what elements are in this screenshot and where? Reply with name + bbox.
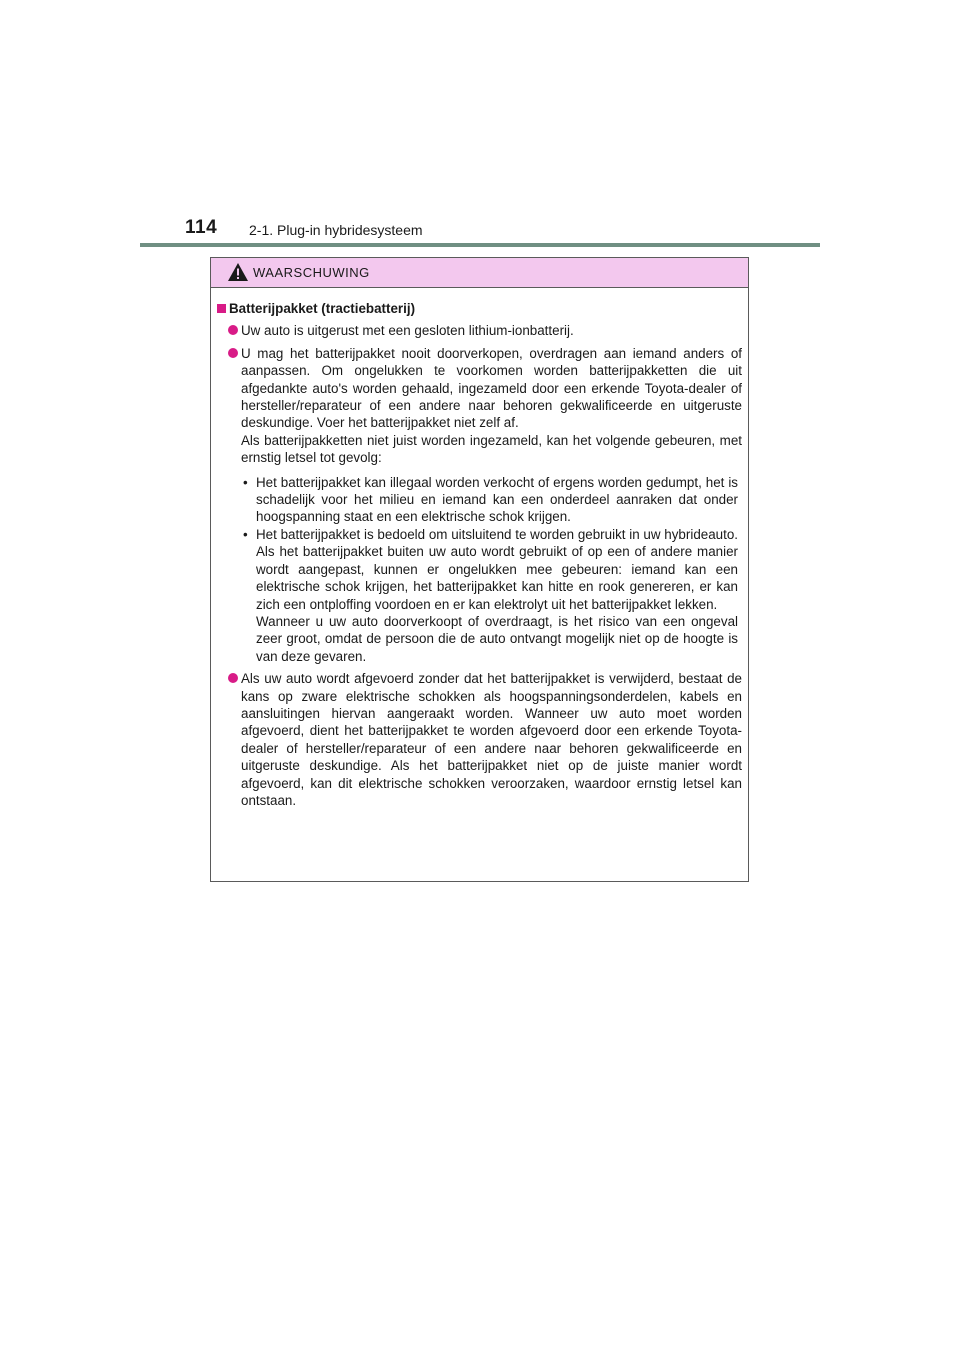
sub-list bbox=[241, 474, 742, 665]
warning-header bbox=[211, 258, 748, 288]
warning-title: WAARSCHUWING bbox=[253, 265, 370, 280]
list-item bbox=[216, 670, 742, 809]
header-rule bbox=[140, 243, 820, 247]
item-text: Als batterijpakketten niet juist worden ingezameld, kan het volgende gebeuren, met ernstig letsel tot gevolg: bbox=[241, 432, 742, 466]
page-number: 114 bbox=[185, 217, 218, 238]
warning-triangle-icon bbox=[227, 262, 249, 282]
list-item bbox=[216, 322, 742, 339]
sub-item-text: Het batterijpakket is bedoeld om uitsluitend te worden gebruikt in uw hybrideauto. Als het batterijpakket buiten uw auto wordt gebruikt of op een of andere manier wordt aangepast, kunnen er ongelukken mee gebeuren: iemand kan een elektrische schok krijgen, het batterijpakket kan hitte en rook genereren, er kan zich een ontploffing voordoen en er kan elektrolyt uit het batterijpakket lekken. bbox=[256, 526, 738, 612]
warning-box bbox=[210, 257, 749, 882]
sub-item-text: Wanneer u uw auto doorverkoopt of overdraagt, is het risico van een ongeval zeer groot, omdat de persoon die de auto ontvangt mogelijk niet op de hoogte is van deze gevaren. bbox=[256, 613, 738, 664]
list-item bbox=[216, 345, 742, 665]
dot-bullet-icon: • bbox=[243, 526, 248, 542]
item-text: U mag het batterijpakket nooit doorverkopen, overdragen aan iemand anders of aanpassen. Om ongelukken te voorkomen worden batterijpakketten die uit afgedankte auto's worden gehaald, ingezameld door een erkende Toyota-dealer of hersteller/reparateur of een andere naar behoren gekwalificeerde en uitgeruste deskundige. Voer het batterijpakket niet zelf af. bbox=[241, 345, 742, 431]
item-text: Als uw auto wordt afgevoerd zonder dat het batterijpakket is verwijderd, bestaat de kans op zware elektrische schokken als hoogspanningsonderdelen, kabels en aansluitingen hiervan aangeraakt worden. Wanneer uw auto moet worden afgevoerd, dient het batterijpakket te worden afgevoerd door een erkende Toyota-dealer of hersteller/reparateur of een andere naar behoren gekwalificeerde en uitgeruste deskundige. Als het batterijpakket niet op de juiste manier wordt afgevoerd, kan dit elektrische schokken veroorzaken, waardoor ernstig letsel kan ontstaan. bbox=[241, 671, 742, 808]
topic-text: Batterijpakket (tractiebatterij) bbox=[229, 301, 416, 316]
sub-list-item bbox=[241, 474, 742, 526]
warning-body bbox=[211, 288, 748, 809]
section-title: 2-1. Plug-in hybridesysteem bbox=[249, 222, 423, 238]
item-text: Uw auto is uitgerust met een gesloten lithium-ionbatterij. bbox=[241, 323, 574, 339]
topic-heading bbox=[216, 300, 742, 317]
dot-bullet-icon: • bbox=[243, 474, 248, 490]
sub-list-item bbox=[241, 526, 742, 665]
circle-bullet-icon bbox=[228, 348, 238, 358]
square-bullet-icon bbox=[217, 304, 226, 313]
circle-bullet-icon bbox=[228, 673, 238, 683]
circle-bullet-icon bbox=[228, 325, 238, 335]
sub-item-text: Het batterijpakket kan illegaal worden verkocht of ergens worden gedumpt, het is schadelijk voor het milieu en iemand kan een onderdeel aanraken dat onder hoogspanning staat en een elektrische schok krijgen. bbox=[256, 474, 738, 525]
